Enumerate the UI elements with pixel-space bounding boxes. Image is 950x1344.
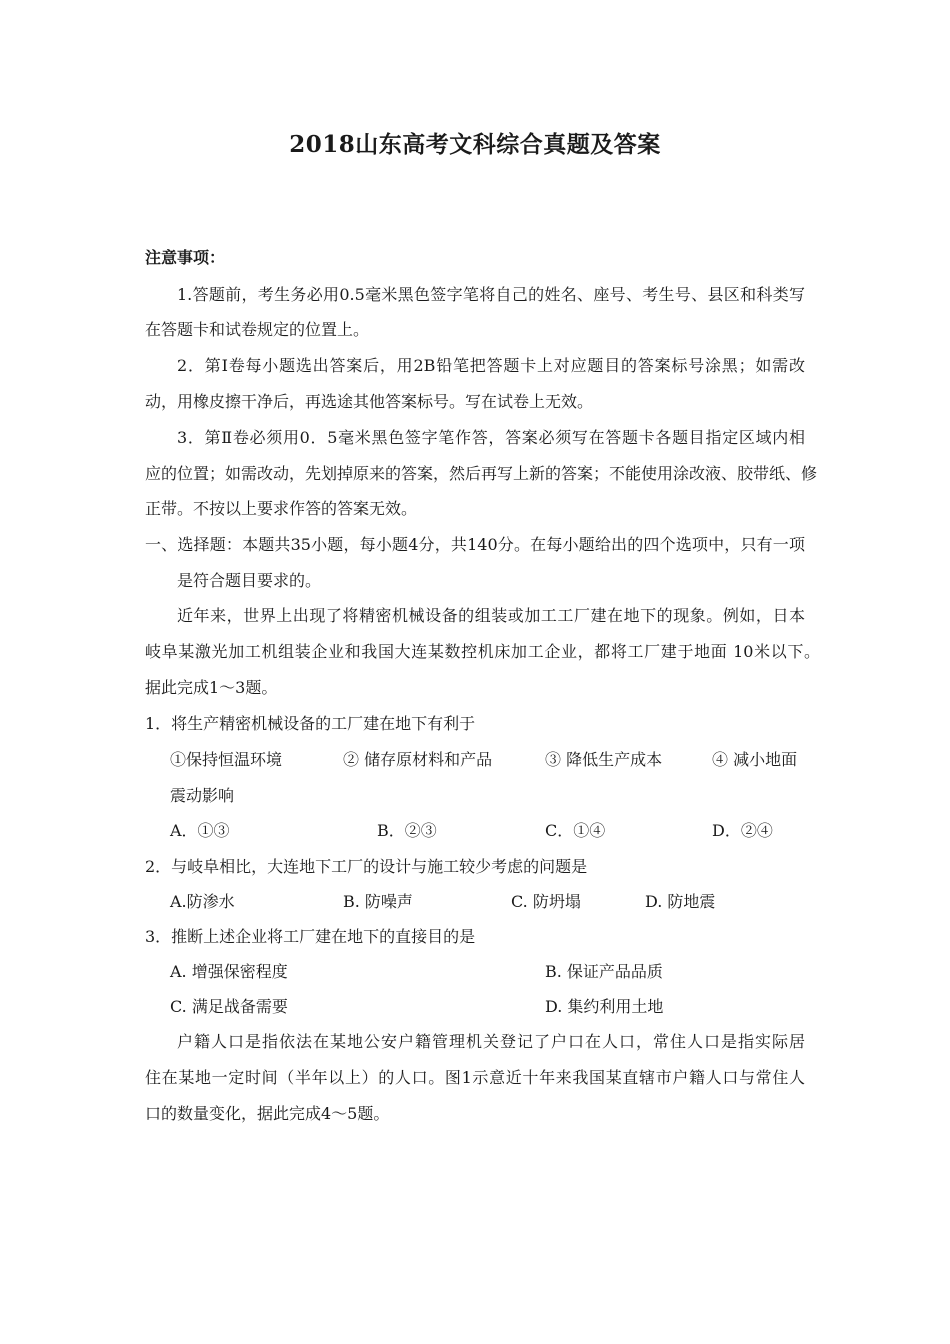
question-1-option-b: B．②③ [377, 821, 437, 840]
question-3-stem: 3．推断上述企业将工厂建在地下的直接目的是 [145, 927, 476, 946]
question-3-option-a: A. 增强保密程度 [170, 962, 288, 981]
notice-item-3-line-2: 应的位置；如需改动，先划掉原来的答案，然后再写上新的答案；不能使用涂改液、胶带纸、修 [145, 464, 818, 483]
passage-2-line-1: 户籍人口是指依法在某地公安户籍管理机关登记了户口在人口，常住人口是指实际居 [177, 1032, 805, 1051]
question-1-item: ④ 减小地面 [712, 750, 798, 769]
notice-item-3-line-1: 3．第Ⅱ卷必须用0．5毫米黑色签字笔作答，答案必须写在答题卡各题目指定区域内相 [177, 428, 805, 447]
page-title: 2018山东高考文科综合真题及答案 [289, 131, 661, 158]
question-3-option-d: D. 集约利用土地 [545, 997, 664, 1016]
passage-2-line-2: 住在某地一定时间（半年以上）的人口。图1示意近十年来我国某直辖市户籍人口与常住人 [145, 1068, 805, 1087]
question-2-option-c: C. 防坍塌 [511, 892, 581, 911]
question-3-option-b: B. 保证产品品质 [545, 962, 663, 981]
question-1-item: ①保持恒温环境 [170, 750, 283, 769]
question-3-option-c: C. 满足战备需要 [170, 997, 288, 1016]
question-1-item: ② 储存原材料和产品 [343, 750, 493, 769]
question-2-option-d: D. 防地震 [645, 892, 716, 911]
passage-1-line-3: 据此完成1～3题。 [145, 678, 278, 697]
section-1-heading-line-1: 一、选择题：本题共35小题，每小题4分，共140分。在每小题给出的四个选项中，只有一项 [145, 535, 805, 554]
notice-heading: 注意事项： [145, 248, 226, 267]
question-1-item-continued: 震动影响 [170, 786, 235, 805]
notice-item-3-line-3: 正带。不按以上要求作答的答案无效。 [145, 499, 418, 518]
question-1-option-a: A．①③ [170, 821, 230, 840]
question-1-option-d: D．②④ [712, 821, 773, 840]
passage-2-line-3: 口的数量变化，据此完成4～5题。 [145, 1104, 390, 1123]
question-1-stem: 1．将生产精密机械设备的工厂建在地下有利于 [145, 714, 476, 733]
section-1-heading-line-2: 是符合题目要求的。 [177, 571, 322, 590]
notice-item-2-line-1: 2．第Ⅰ卷每小题选出答案后，用2B铅笔把答题卡上对应题目的答案标号涂黑；如需改 [177, 356, 805, 375]
notice-item-1-line-1: 1.答题前，考生务必用0.5毫米黑色签字笔将自己的姓名、座号、考生号、县区和科类写 [177, 285, 805, 304]
question-1-item: ③ 降低生产成本 [545, 750, 663, 769]
passage-1-line-1: 近年来，世界上出现了将精密机械设备的组装或加工工厂建在地下的现象。例如，日本 [177, 606, 805, 625]
question-1-option-c: C．①④ [545, 821, 606, 840]
question-2-option-b: B. 防噪声 [343, 892, 413, 911]
notice-item-1-line-2: 在答题卡和试卷规定的位置上。 [145, 320, 370, 339]
question-2-stem: 2．与岐阜相比，大连地下工厂的设计与施工较少考虑的问题是 [145, 857, 588, 876]
notice-item-2-line-2: 动，用橡皮擦干净后，再选途其他答案标号。写在试卷上无效。 [145, 392, 594, 411]
question-2-option-a: A.防渗水 [170, 892, 235, 911]
passage-1-line-2: 岐阜某激光加工机组装企业和我国大连某数控机床加工企业，都将工厂建于地面 10米以下。 [145, 642, 820, 661]
